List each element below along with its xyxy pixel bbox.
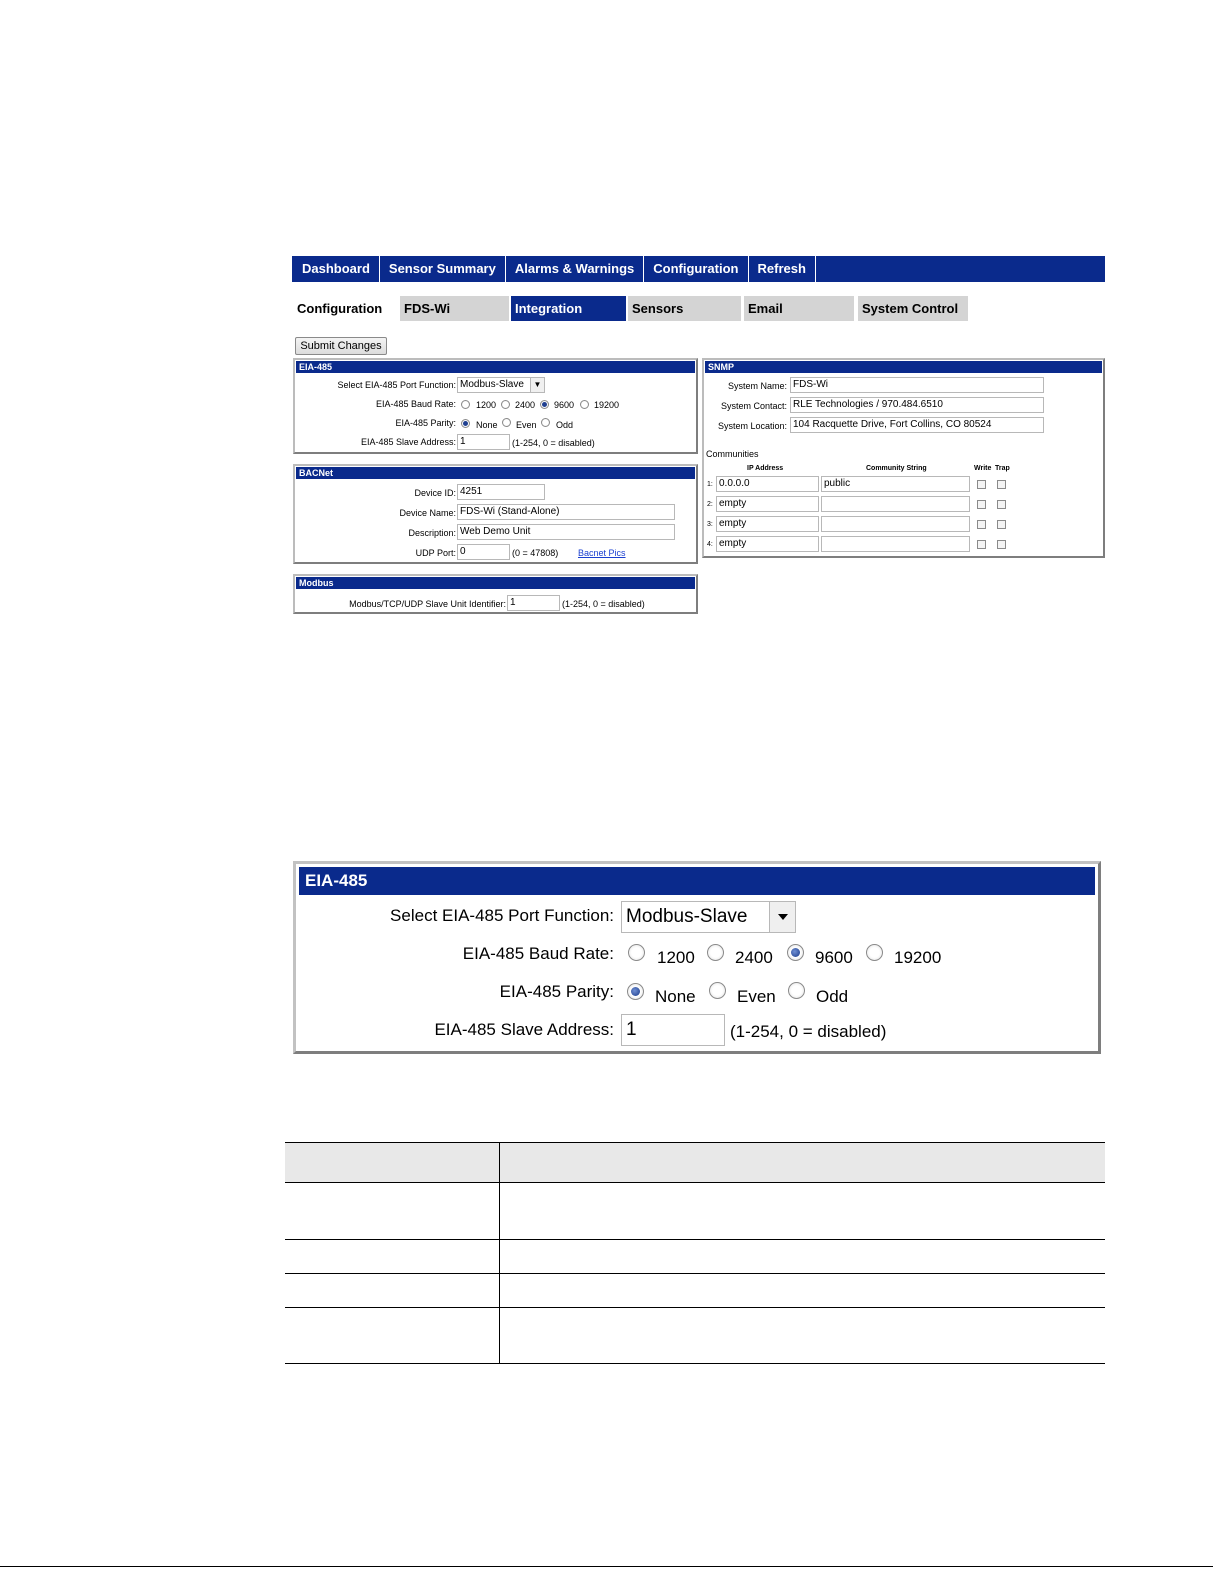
page-footer-rule [0,1566,1213,1567]
system-name-input[interactable]: FDS-Wi [790,377,1044,393]
udp-port-input[interactable]: 0 [457,544,510,560]
main-nav [292,256,1105,282]
port-function-value: Modbus-Slave [460,379,524,390]
chevron-down-icon [769,902,795,932]
community-trap-checkbox[interactable] [997,540,1006,549]
bacnet-pics-link[interactable]: Bacnet Pics [578,548,626,558]
system-name-label: System Name: [727,381,787,391]
submit-changes-button[interactable]: Submit Changes [295,337,387,355]
bacnet-panel [293,464,698,564]
table-cell [499,1274,1105,1308]
community-write-checkbox[interactable] [977,520,986,529]
description-input[interactable]: Web Demo Unit [457,524,675,540]
baud-radio-19200[interactable] [580,400,589,409]
col-ip-address: IP Address [747,465,784,472]
baud-option-1200: 1200 [476,400,497,410]
section-title: Configuration [297,301,383,316]
table-row [285,1274,1105,1308]
table-cell [499,1308,1105,1364]
table-header-cell [285,1143,499,1183]
udp-port-hint: (0 = 47808) [512,548,559,558]
community-trap-checkbox[interactable] [997,520,1006,529]
community-row-number: 3: [707,521,713,528]
eia485-zoom-panel [293,861,1101,1054]
parity-radio-even[interactable] [502,418,511,427]
community-ip-input[interactable]: empty [716,516,819,532]
parity-option-odd: Odd [556,420,574,430]
device-name-input[interactable]: FDS-Wi (Stand-Alone) [457,504,675,520]
table-header-cell [499,1143,1105,1183]
table-cell [285,1183,499,1240]
community-ip-input[interactable]: 0.0.0.0 [716,476,819,492]
system-contact-input[interactable]: RLE Technologies / 970.484.6510 [790,397,1044,413]
device-id-label: Device ID: [414,488,456,498]
udp-port-label: UDP Port: [415,548,456,558]
zoom-parity-option-none: None [655,987,696,1006]
baud-label: EIA-485 Baud Rate: [375,399,456,409]
system-contact-label: System Contact: [720,401,787,411]
baud-option-2400: 2400 [515,400,536,410]
parity-radio-odd[interactable] [541,418,550,427]
zoom-parity-radio-none[interactable] [627,983,644,1000]
community-row-number: 2: [707,501,713,508]
eia485-zoom-title: EIA-485 [299,867,1095,895]
zoom-baud-option-1200: 1200 [657,948,695,967]
parity-radio-none[interactable] [461,419,470,428]
slave-address-label: EIA-485 Slave Address: [360,437,456,447]
col-write: Write [974,465,992,472]
table-cell [285,1240,499,1274]
zoom-baud-radio-19200[interactable] [866,944,883,961]
device-name-label: Device Name: [399,508,456,518]
zoom-port-function-label: Select EIA-485 Port Function: [390,906,614,925]
modbus-panel-title: Modbus [296,577,695,589]
community-string-input[interactable] [821,516,970,532]
table-row [285,1183,1105,1240]
port-function-label: Select EIA-485 Port Function: [337,380,456,390]
unit-identifier-label: Modbus/TCP/UDP Slave Unit Identifier: [349,599,506,609]
nav-refresh[interactable]: Refresh [749,256,816,282]
tab-integration[interactable]: Integration [511,296,626,321]
table-row [285,1240,1105,1274]
community-write-checkbox[interactable] [977,540,986,549]
zoom-parity-radio-even[interactable] [709,982,726,999]
zoom-slave-address-hint: (1-254, 0 = disabled) [730,1022,887,1041]
col-trap: Trap [995,465,1010,472]
community-string-input[interactable] [821,536,970,552]
unit-identifier-hint: (1-254, 0 = disabled) [562,599,645,609]
eia485-panel-title: EIA-485 [296,361,695,373]
baud-radio-9600[interactable] [540,400,549,409]
device-id-input[interactable]: 4251 [457,484,545,500]
zoom-parity-option-even: Even [737,987,776,1006]
baud-radio-1200[interactable] [461,400,470,409]
tab-system-control[interactable]: System Control [858,296,968,321]
baud-option-9600: 9600 [554,400,575,410]
zoom-baud-radio-1200[interactable] [628,944,645,961]
zoom-parity-option-odd: Odd [816,987,849,1006]
tab-fds-wi[interactable]: FDS-Wi [400,296,509,321]
description-table [285,1142,1105,1364]
communities-label: Communities [706,449,759,459]
nav-configuration[interactable]: Configuration [644,256,748,282]
community-trap-checkbox[interactable] [997,480,1006,489]
parity-option-even: Even [516,420,537,430]
modbus-panel [293,574,698,614]
table-row [285,1308,1105,1364]
table-cell [285,1274,499,1308]
snmp-panel-title: SNMP [705,361,1102,373]
parity-option-none: None [476,420,498,430]
zoom-baud-radio-2400[interactable] [707,944,724,961]
community-write-checkbox[interactable] [977,500,986,509]
zoom-baud-option-9600: 9600 [815,948,853,967]
zoom-parity-radio-odd[interactable] [788,982,805,999]
table-cell [499,1240,1105,1274]
community-write-checkbox[interactable] [977,480,986,489]
community-row-number: 4: [707,541,713,548]
baud-radio-2400[interactable] [501,400,510,409]
system-location-input[interactable]: 104 Racquette Drive, Fort Collins, CO 80524 [790,417,1044,433]
system-location-label: System Location: [717,421,787,431]
slave-address-hint: (1-254, 0 = disabled) [512,438,595,448]
community-ip-input[interactable]: empty [716,536,819,552]
nav-alarms-warnings[interactable]: Alarms & Warnings [506,256,644,282]
parity-label: EIA-485 Parity: [395,418,456,428]
zoom-slave-address-input[interactable]: 1 [621,1014,725,1046]
community-trap-checkbox[interactable] [997,500,1006,509]
zoom-port-function-value: Modbus-Slave [626,906,748,927]
community-row-number: 1: [707,481,713,488]
eia485-panel [293,358,698,454]
bacnet-panel-title: BACNet [296,467,695,479]
snmp-panel [702,358,1105,558]
zoom-baud-label: EIA-485 Baud Rate: [462,944,614,963]
community-string-input[interactable]: public [821,476,970,492]
zoom-baud-option-19200: 19200 [894,948,942,967]
tab-sensors[interactable]: Sensors [628,296,741,321]
table-cell [499,1183,1105,1240]
table-cell [285,1308,499,1364]
unit-identifier-input[interactable]: 1 [507,595,560,611]
col-community-string: Community String [866,465,927,472]
zoom-slave-address-label: EIA-485 Slave Address: [434,1020,614,1039]
zoom-port-function-select[interactable] [621,901,796,933]
zoom-baud-radio-9600[interactable] [787,944,804,961]
port-function-select[interactable] [457,377,545,393]
baud-option-19200: 19200 [594,400,620,410]
community-string-input[interactable] [821,496,970,512]
description-label: Description: [408,528,456,538]
zoom-baud-option-2400: 2400 [735,948,773,967]
nav-sensor-summary[interactable]: Sensor Summary [380,256,506,282]
tab-email[interactable]: Email [744,296,854,321]
community-ip-input[interactable]: empty [716,496,819,512]
table-header-row [285,1143,1105,1183]
slave-address-input[interactable]: 1 [457,434,510,450]
chevron-down-icon: ▼ [530,378,544,392]
config-subtabs [292,296,1105,321]
nav-dashboard[interactable]: Dashboard [292,256,380,282]
zoom-parity-label: EIA-485 Parity: [499,982,614,1001]
